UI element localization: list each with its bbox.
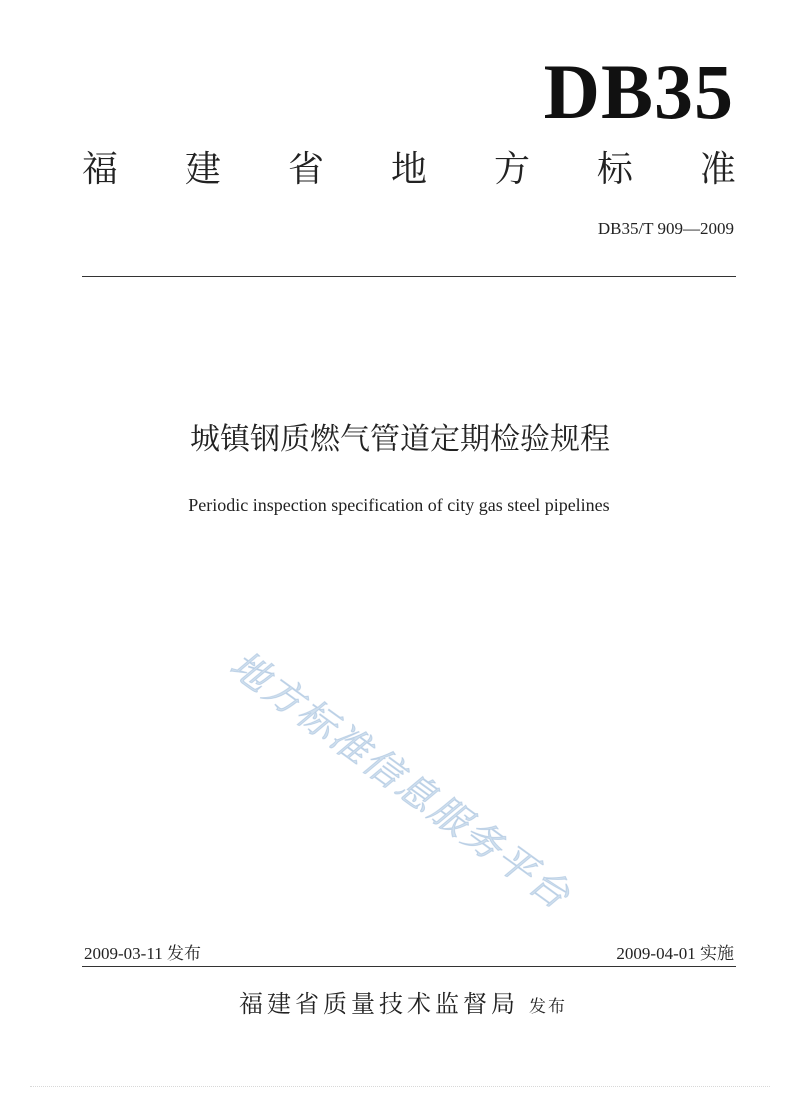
watermark: 地方标准信息服务平台 (222, 642, 580, 919)
implementation-date: 2009-04-01 实施 (616, 944, 734, 963)
standard-type-char: 准 (699, 149, 736, 190)
standard-type-char: 地 (390, 149, 427, 190)
document-title-english: Periodic inspection specification of city gas steel pipelines (188, 495, 610, 515)
scan-edge-divider (30, 1086, 770, 1087)
issue-date: 2009-03-11 发布 (84, 944, 201, 963)
standard-type-char: 建 (184, 149, 221, 190)
standard-type-char: 福 (82, 149, 119, 190)
standard-type-char: 省 (287, 149, 324, 190)
standard-type-char: 方 (493, 149, 530, 190)
issuer-name: 福建省质量技术监督局 (239, 990, 519, 1018)
standard-type-char: 标 (596, 149, 633, 190)
issuer-suffix: 发布 (529, 997, 567, 1017)
bottom-divider (82, 966, 736, 967)
top-divider (82, 276, 736, 277)
standard-number: DB35/T 909—2009 (597, 219, 734, 238)
issuing-authority (0, 986, 792, 1022)
standard-type-heading (82, 146, 736, 194)
document-title-chinese: 城镇钢质燃气管道定期检验规程 (190, 422, 610, 457)
db35-logo: DB35 (543, 48, 734, 135)
